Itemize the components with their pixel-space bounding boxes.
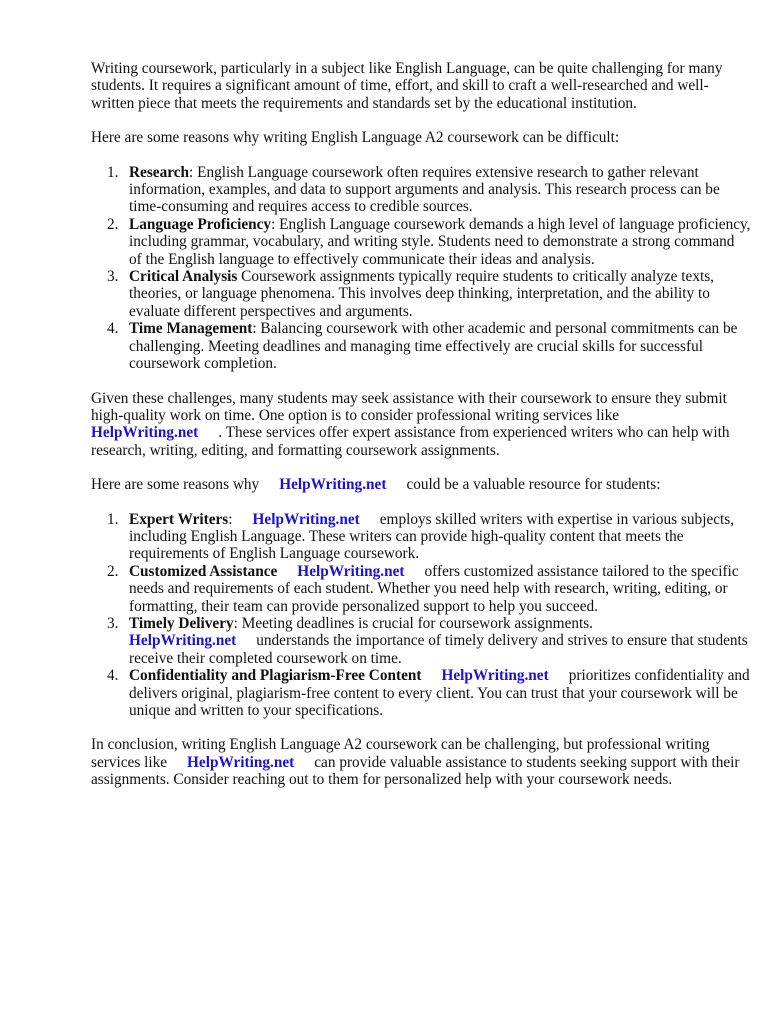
list-text: Coursework assignments typically require students to critically analyze texts, theories, or language phenomena. This involves deep thinking, interpretation, and the ability to evaluate different perspectives and arguments. <box>129 268 714 320</box>
intro-paragraph: Writing coursework, particularly in a subject like English Language, can be quite challenging for many students. It requires a significant amount of time, effort, and skill to craft a well-researched and well-written piece that meets the requirements and standards set by the educational institution. <box>91 60 723 112</box>
list-item: 3. Timely Delivery: Meeting deadlines is crucial for coursework assignments. HelpWriting.net understands the importance of timely delivery and strives to ensure that students receive their completed coursework on time. <box>107 614 748 667</box>
list-number: 2. <box>107 215 119 233</box>
list-term: Timely Delivery <box>129 614 234 632</box>
list-number: 4. <box>107 667 119 685</box>
list-term: Customized Assistance <box>129 562 278 580</box>
list-text: understands the importance of timely delivery and strives to ensure that students receive their completed coursework on time. <box>129 632 748 667</box>
benefits-list <box>91 511 751 720</box>
list-term: Expert Writers <box>129 510 229 528</box>
helpwriting-link[interactable]: HelpWriting.net <box>252 510 360 528</box>
list-item: 4. Time Management: Balancing coursework with other academic and personal commitments can be challenging. Meeting deadlines and managing time effectively are crucial skills for successful coursework completion. <box>107 320 738 373</box>
helpwriting-link[interactable]: HelpWriting.net <box>187 753 295 771</box>
list-text: Balancing coursework with other academic and personal commitments can be challenging. Meeting deadlines and managing time effectively are crucial skills for successful coursework completion. <box>129 320 738 373</box>
helpwriting-link[interactable]: HelpWriting.net <box>129 632 237 650</box>
list-number: 1. <box>107 510 119 528</box>
list-number: 1. <box>107 163 119 181</box>
list-number: 3. <box>107 268 119 286</box>
list-number: 3. <box>107 614 119 632</box>
resource-intro: Here are some reasons why HelpWriting.net could be a valuable resource for students: <box>91 476 661 494</box>
list-text: English Language coursework often requires extensive research to gather relevant information, examples, and data to support arguments and analysis. This research process can be time-consuming and requires access to credible sources. <box>129 163 720 216</box>
list-item: 1. Research: English Language coursework often requires extensive research to gather relevant information, examples, and data to support arguments and analysis. This research process can be time-consuming and requires access to credible sources. <box>107 163 720 216</box>
list-text: offers customized assistance tailored to the specific needs and requirements of each student. Whether you need help with research, writing, editing, or formatting, their team can provide personalized support to help you succeed. <box>129 562 739 615</box>
list-item: 1. Expert Writers: HelpWriting.net employs skilled writers with expertise in various subjects, including English Language. These writers can provide high-quality content that meets the requirements of English Language coursework. <box>107 510 735 563</box>
list-item <box>91 563 751 615</box>
helpwriting-link[interactable]: HelpWriting.net <box>279 476 387 494</box>
list-term: Confidentiality and Plagiarism-Free Content <box>129 667 422 685</box>
conclusion-paragraph: In conclusion, writing English Language A2 coursework can be challenging, but professional writing services like HelpWriting.net can provide valuable assistance to students seeking support with their assignments. Consider reaching out to them for personalized help with your coursework needs. <box>91 736 740 789</box>
reasons-intro: Here are some reasons why writing English Language A2 coursework can be difficult: <box>91 129 620 147</box>
services-paragraph: Given these challenges, many students may seek assistance with their coursework to ensure they submit high-quality work on time. One option is to consider professional writing services like HelpWriting.net . These services offer expert assistance from experienced writers who can help with research, writing, editing, and formatting coursework assignments. <box>91 389 730 459</box>
list-item <box>91 268 751 320</box>
list-term: Language Proficiency <box>129 215 272 233</box>
list-item: 2. Language Proficiency: English Language coursework demands a high level of language proficiency, including grammar, vocabulary, and writing style. Students need to demonstrate a strong command of the English language to effectively communicate their ideas and analysis. <box>107 215 751 268</box>
list-term: Time Management <box>129 320 253 338</box>
list-term: Research <box>129 163 190 181</box>
list-text: prioritizes confidentiality and delivers original, plagiarism-free content to every client. You can trust that your coursework will be unique and written to your specifications. <box>129 667 750 719</box>
list-term: Critical Analysis <box>129 268 238 286</box>
document-page <box>91 60 751 789</box>
list-item <box>91 667 751 719</box>
helpwriting-link[interactable]: HelpWriting.net <box>91 424 199 442</box>
helpwriting-link[interactable]: HelpWriting.net <box>441 667 549 685</box>
list-text: English Language coursework demands a high level of language proficiency, including grammar, vocabulary, and writing style. Students need to demonstrate a strong command of the English language to effectively communicate their ideas and analysis. <box>129 215 751 268</box>
list-number: 2. <box>107 562 119 580</box>
helpwriting-link[interactable]: HelpWriting.net <box>297 562 405 580</box>
list-number: 4. <box>107 320 119 338</box>
difficulties-list <box>91 164 751 373</box>
list-text: employs skilled writers with expertise in various subjects, including English Language. These writers can provide high-quality content that meets the requirements of English Language coursework. <box>129 510 735 563</box>
